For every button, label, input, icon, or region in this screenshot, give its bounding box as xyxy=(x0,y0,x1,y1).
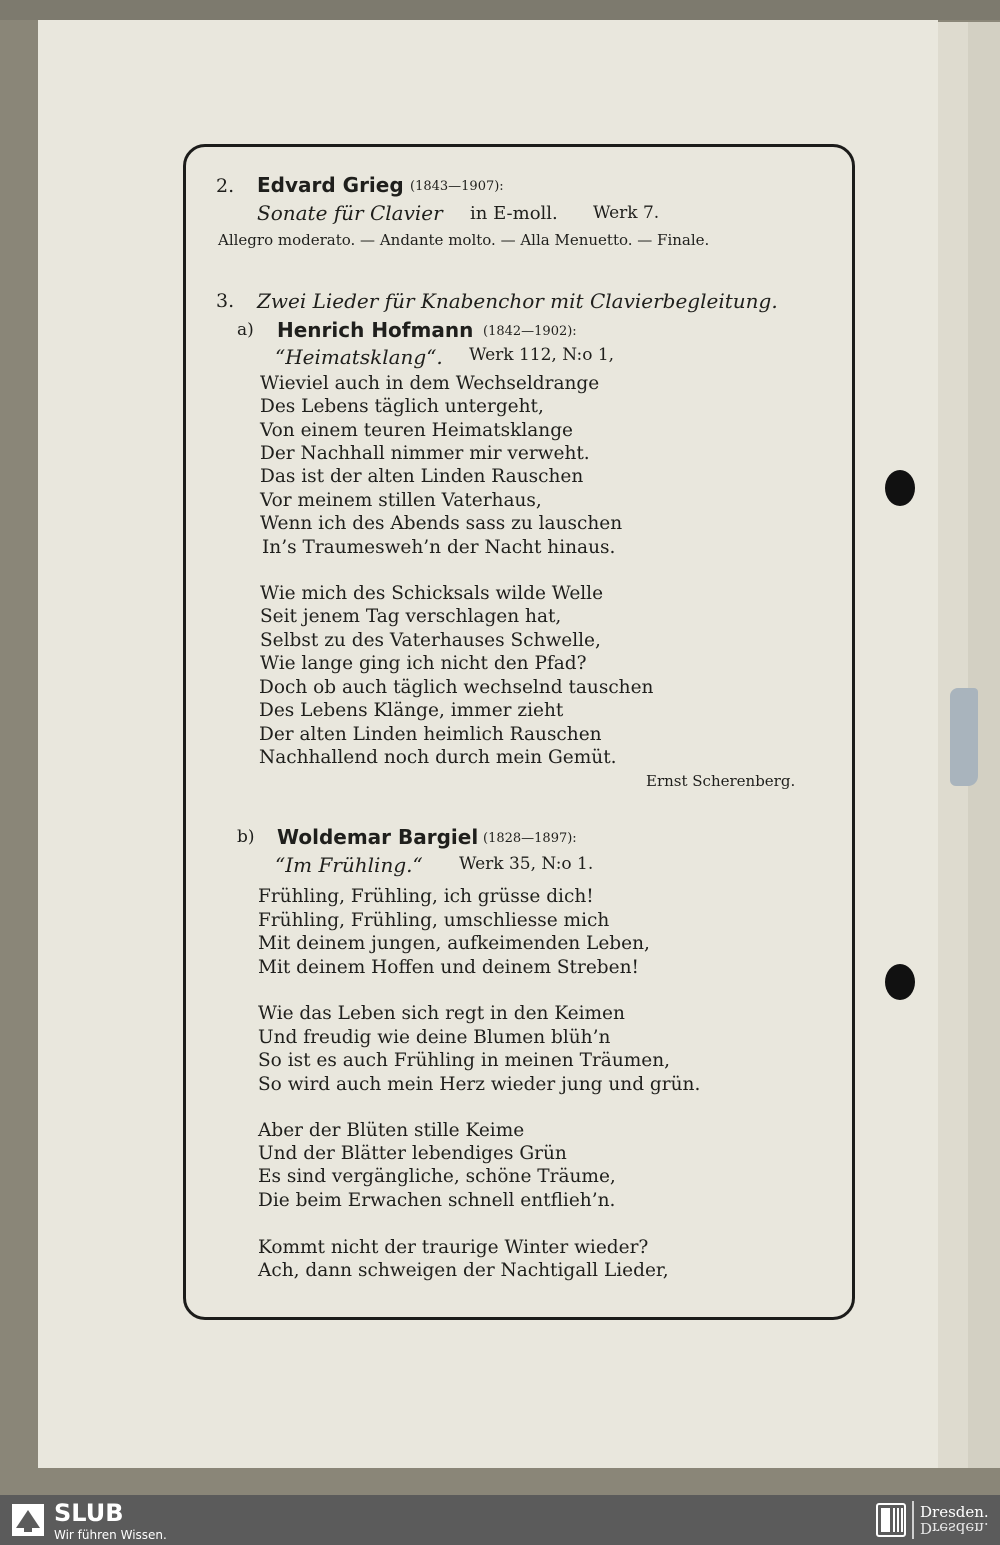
verse-line: Selbst zu des Vaterhauses Schwelle, xyxy=(260,630,601,651)
viewer-footer xyxy=(0,1495,1000,1545)
slub-name: SLUB xyxy=(54,1499,124,1527)
verse-line: Doch ob auch täglich wechselnd tauschen xyxy=(259,677,654,698)
verse-line: Nachhallend noch durch mein Gemüt. xyxy=(259,747,617,768)
verse-line: Mit deinem jungen, aufkeimenden Leben, xyxy=(258,933,650,954)
song-a-author: Ernst Scherenberg. xyxy=(646,772,796,790)
item2-dates: (1843—1907): xyxy=(410,179,504,194)
verse-line: Mit deinem Hoffen und deinem Streben! xyxy=(258,957,639,978)
item3-heading: Zwei Lieder für Knabenchor mit Clavierbegleitung. xyxy=(257,289,778,313)
item2-composer: Edvard Grieg xyxy=(257,173,404,197)
scan-background xyxy=(0,0,1000,20)
verse-line: Frühling, Frühling, ich grüsse dich! xyxy=(258,886,594,907)
song-a-composer: Henrich Hofmann xyxy=(277,318,474,342)
verse-line: Frühling, Frühling, umschliesse mich xyxy=(258,910,610,931)
dresden-logo-text: Dresden. xyxy=(920,1503,989,1521)
item2-title: Sonate für Clavier xyxy=(257,201,443,225)
verse-line: Des Lebens Klänge, immer zieht xyxy=(259,700,564,721)
verse-line: Ach, dann schweigen der Nachtigall Lieder, xyxy=(258,1260,669,1281)
song-a-opus: Werk 112, N:o 1, xyxy=(469,345,615,365)
verse-line: Der alten Linden heimlich Rauschen xyxy=(259,724,602,745)
punch-hole-top xyxy=(885,470,915,506)
verse-line: Wieviel auch in dem Wechseldrange xyxy=(260,373,600,394)
song-a-letter: a) xyxy=(237,320,254,340)
item2-movements: Allegro moderato. — Andante molto. — Alla Menuetto. — Finale. xyxy=(218,231,710,249)
verse-line: Der Nachhall nimmer mir verweht. xyxy=(260,443,590,464)
verse-line: Die beim Erwachen schnell entflieh’n. xyxy=(258,1190,616,1211)
item2-number: 2. xyxy=(216,175,235,197)
song-b-dates: (1828—1897): xyxy=(483,831,577,846)
verse-line: Seit jenem Tag verschlagen hat, xyxy=(260,606,562,627)
verse-line: Wie das Leben sich regt in den Keimen xyxy=(258,1003,625,1024)
verse-line: Und freudig wie deine Blumen blüh’n xyxy=(258,1027,611,1048)
song-b-letter: b) xyxy=(237,827,255,847)
slub-logo-icon xyxy=(12,1504,44,1536)
song-b-title: “Im Frühling.“ xyxy=(275,853,423,877)
verse-line: So wird auch mein Herz wieder jung und grün. xyxy=(258,1074,701,1095)
verse-line: In’s Traumesweh’n der Nacht hinaus. xyxy=(262,537,616,558)
verse-line: So ist es auch Frühling in meinen Träumen, xyxy=(258,1050,671,1071)
slub-tagline: Wir führen Wissen. xyxy=(54,1528,167,1542)
verse-line: Es sind vergängliche, schöne Träume, xyxy=(258,1166,616,1187)
punch-hole-bottom xyxy=(885,964,915,1000)
verse-line: Des Lebens täglich untergeht, xyxy=(260,396,544,417)
verse-line: Wie lange ging ich nicht den Pfad? xyxy=(260,653,587,674)
verse-line: Aber der Blüten stille Keime xyxy=(258,1120,525,1141)
dresden-crest-icon xyxy=(876,1503,906,1537)
dresden-logo-reflection: Dresden. xyxy=(920,1519,989,1537)
item2-opus: Werk 7. xyxy=(593,203,660,223)
song-b-opus: Werk 35, N:o 1. xyxy=(459,854,594,874)
verse-line: Vor meinem stillen Vaterhaus, xyxy=(260,490,542,511)
item2-key: in E-moll. xyxy=(470,203,558,224)
torn-paper-mark xyxy=(950,688,978,786)
item3-number: 3. xyxy=(216,290,235,312)
verse-line: Kommt nicht der traurige Winter wieder? xyxy=(258,1237,649,1258)
verse-line: Das ist der alten Linden Rauschen xyxy=(260,466,584,487)
verse-line: Von einem teuren Heimatsklange xyxy=(260,420,573,441)
song-a-dates: (1842—1902): xyxy=(483,324,577,339)
verse-line: Wie mich des Schicksals wilde Welle xyxy=(260,583,604,604)
footer-separator xyxy=(912,1501,914,1539)
verse-line: Und der Blätter lebendiges Grün xyxy=(258,1143,567,1164)
verse-line: Wenn ich des Abends sass zu lauschen xyxy=(260,513,623,534)
song-a-title: “Heimatsklang“. xyxy=(275,345,443,369)
song-b-composer: Woldemar Bargiel xyxy=(277,825,479,849)
